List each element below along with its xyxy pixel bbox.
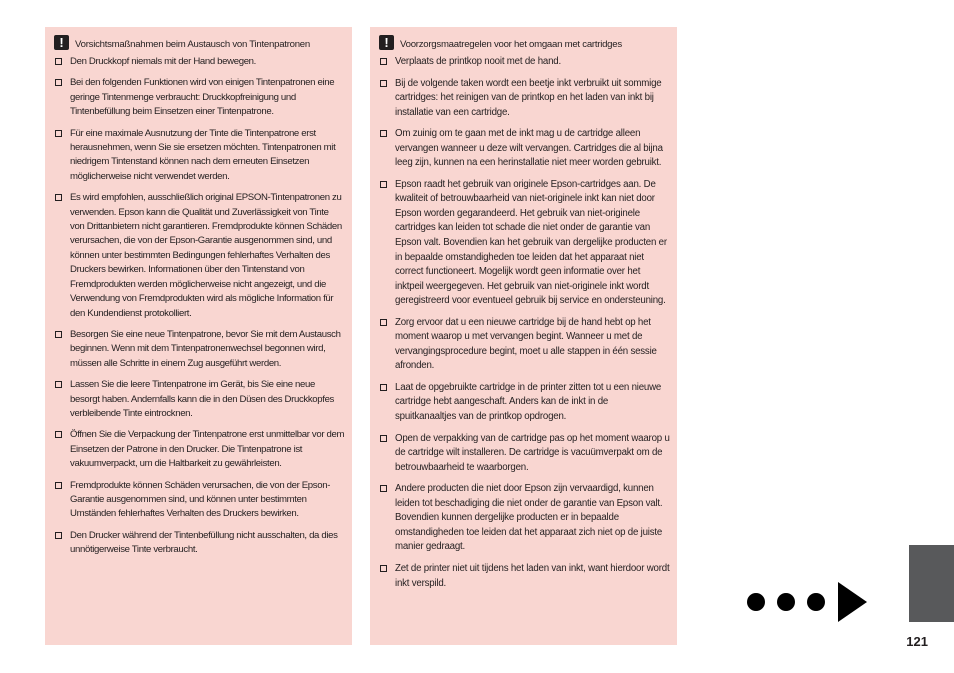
checkbox-icon — [380, 181, 387, 188]
checkbox-icon — [55, 331, 62, 338]
list-item — [54, 529, 345, 558]
list-item — [379, 482, 670, 555]
checkbox-icon — [55, 58, 62, 65]
list-item-text: Es wird empfohlen, ausschließlich original EPSON-Tintenpatronen zu verwenden. Epson kann die Qualität und Zuverlässigkeit von Tinte von Drittanbietern nicht garantieren. Fremdprodukte können Schäden verursachen, die von der Epson-Garantie ausgenommen sind, und können unter bestimmten Bedingungen fehlerhaftes Verhalten des Druckers bewirken. Informationen über den Tintenstand von Fremdprodukten werden möglicherweise nicht angezeigt, und die Verwendung von Fremdprodukten wird als mögliche Information für den Kundendienst protokolliert. — [70, 192, 342, 319]
list-item-text: Verplaats de printkop nooit met de hand. — [395, 56, 561, 67]
list-item-text: Den Druckkopf niemals mit der Hand bewegen. — [70, 56, 256, 67]
checkbox-icon — [55, 194, 62, 201]
dutch-heading-text: Voorzorgsmaatregelen voor het omgaan met cartridges — [400, 39, 622, 50]
checkbox-icon — [380, 435, 387, 442]
list-item-text: Om zuinig om te gaan met de inkt mag u de cartridge alleen vervangen wanneer u deze wilt vervangen. Cartridges die al bijna leeg zijn, kunnen na een herinstallatie niet meer worden gebruikt. — [395, 128, 663, 169]
german-caution-panel — [45, 27, 352, 645]
list-item — [379, 432, 670, 476]
checkbox-icon — [380, 58, 387, 65]
checkbox-icon — [380, 319, 387, 326]
dutch-caution-panel — [370, 27, 677, 645]
list-item — [379, 381, 670, 425]
list-item — [379, 127, 670, 171]
list-item-text: Zorg ervoor dat u een nieuwe cartridge bij de hand hebt op het moment waarop u met vervangen begint. Wanneer u met de vervangingsprocedure begint, moet u alle stappen in één sessie afronden. — [395, 316, 657, 372]
list-item-text: Bei den folgenden Funktionen wird von einigen Tintenpatronen eine geringe Tintenmenge verbraucht: Druckkopfreinigung und Tintenbefüllung beim Einsetzen einer Tintenpatrone. — [70, 77, 335, 118]
list-item — [379, 562, 670, 591]
list-item-text: Den Drucker während der Tintenbefüllung nicht ausschalten, da dies unnötigerweise Tinte verbraucht. — [70, 529, 338, 556]
list-item-text: Fremdprodukte können Schäden verursachen, die von der Epson-Garantie ausgenommen sind, und können unter bestimmten Umständen fehlerhaftes Verhalten des Druckers bewirken. — [70, 479, 331, 520]
list-item — [54, 328, 345, 371]
checkbox-icon — [55, 482, 62, 489]
german-caution-list — [54, 55, 345, 558]
dutch-caution-heading — [379, 35, 670, 50]
warning-icon: ! — [379, 35, 394, 50]
side-tab — [909, 545, 954, 622]
checkbox-icon — [380, 130, 387, 137]
checkbox-icon — [380, 565, 387, 572]
list-item-text: Andere producten die niet door Epson zijn vervaardigd, kunnen leiden tot beschadiging die niet onder de garantie van Epson valt. Bovendien kunnen dergelijke producten er in bepaalde omstandigheden toe leiden dat het apparaat zich niet op de juiste manier gedraagt. — [395, 483, 663, 553]
list-item — [54, 191, 345, 321]
page-number: 121 — [906, 634, 928, 649]
checkbox-icon — [380, 80, 387, 87]
list-item-text: Öffnen Sie die Verpackung der Tintenpatrone erst unmittelbar vor dem Einsetzen der Patrone in den Drucker. Die Tintenpatrone ist vakuumverpackt, um die Haltbarkeit zu gewährleisten. — [70, 429, 345, 470]
dutch-caution-list — [379, 55, 670, 591]
warning-icon: ! — [54, 35, 69, 50]
list-item-text: Open de verpakking van de cartridge pas op het moment waarop u de cartridge wilt installeren. De cartridge is vacuümverpakt om de betrouwbaarheid te waarborgen. — [395, 432, 670, 473]
list-item-text: Epson raadt het gebruik van originele Epson-cartridges aan. De kwaliteit of betrouwbaarheid van niet-originele inkt kan niet door Epson worden gegarandeerd. Het gebruik van niet-originele cartridges kan leiden tot schade die niet onder de garantie van Epson valt. Bovendien kan het gebruik van dergelijke producten er in bepaalde omstandigheden toe leiden dat het apparaat niet correct functioneert. Mogelijk wordt geen informatie over het inktpeil weergegeven. Het gebruik van niet-originele inkt wordt geregistreerd voor eventueel gebruik bij service en ondersteuning. — [395, 178, 667, 307]
list-item — [54, 479, 345, 522]
list-item-text: Bij de volgende taken wordt een beetje inkt verbruikt uit sommige cartridges: het reinigen van de printkop en het laden van inkt bij installatie van een cartridge. — [395, 77, 662, 118]
list-item — [54, 127, 345, 185]
list-item — [379, 178, 670, 309]
list-item — [379, 77, 670, 121]
checkbox-icon — [55, 130, 62, 137]
checkbox-icon — [55, 532, 62, 539]
list-item-text: Besorgen Sie eine neue Tintenpatrone, bevor Sie mit dem Austausch beginnen. Wenn mit dem Tintenpatronenwechsel begonnen wird, müssen alle Schritte in einem Zug ausgeführt werden. — [70, 328, 341, 369]
checkbox-icon — [55, 431, 62, 438]
list-item-text: Laat de opgebruikte cartridge in de printer zitten tot u een nieuwe cartridge hebt aangeschaft. Anders kan de inkt in de spuitkanaaltjes van de printkop opdrogen. — [395, 381, 662, 423]
list-item — [379, 316, 670, 374]
german-heading-text: Vorsichtsmaßnahmen beim Austausch von Tintenpatronen — [75, 39, 310, 50]
continue-arrow-icon — [745, 581, 870, 623]
list-item-text: Für eine maximale Ausnutzung der Tinte die Tintenpatrone erst herausnehmen, wenn Sie sie ersetzen möchten. Tintenpatronen mit niedrigem Tintenstand können nach dem erneuten Einsetzen möglicherweise nicht verwendet werden. — [70, 127, 336, 182]
german-caution-heading — [54, 35, 345, 50]
checkbox-icon — [55, 79, 62, 86]
list-item — [54, 428, 345, 471]
list-item — [54, 55, 345, 69]
checkbox-icon — [380, 485, 387, 492]
list-item — [379, 55, 670, 70]
list-item — [54, 378, 345, 421]
list-item-text: Lassen Sie die leere Tintenpatrone im Gerät, bis Sie eine neue besorgt haben. Andernfalls kann die in den Düsen des Druckkopfes verbleibende Tinte eintrocknen. — [70, 379, 334, 419]
list-item — [54, 76, 345, 119]
checkbox-icon — [55, 381, 62, 388]
list-item-text: Zet de printer niet uit tijdens het laden van inkt, want hierdoor wordt inkt verspild. — [395, 562, 670, 589]
checkbox-icon — [380, 384, 387, 391]
